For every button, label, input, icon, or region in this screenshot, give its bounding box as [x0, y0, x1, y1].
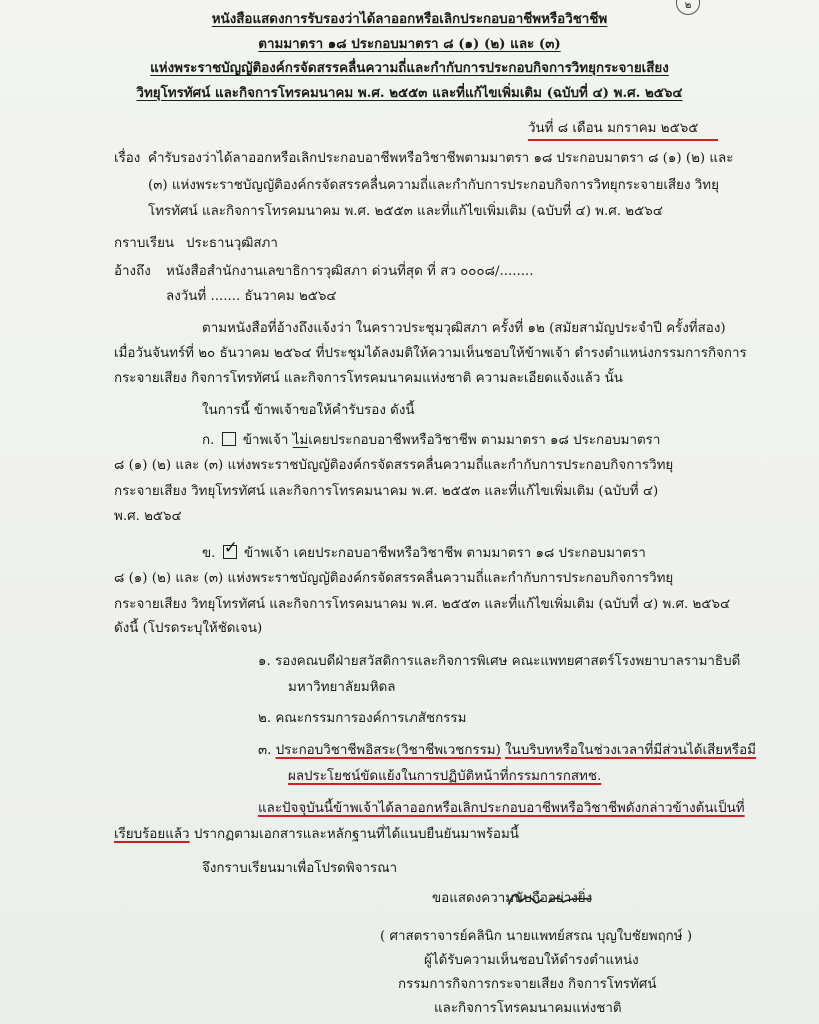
item-3-highlight-1: ประกอบวิชาชีพอิสระ(วิชาชีพเวชกรรม): [275, 743, 501, 758]
option-b-marker: ข.: [202, 546, 216, 561]
subject-label: เรื่อง: [114, 151, 141, 166]
signer-name: ( ศาสตราจารย์คลินิก นายแพทย์สรณ บุญใบชัยพฤกษ์ ): [380, 929, 693, 944]
handwritten-signature: [505, 886, 595, 912]
signer-role-2: กรรมการกิจการกระจายเสียง กิจการโทรทัศน์: [398, 977, 657, 992]
item-3-number: ๓.: [258, 743, 272, 758]
body-line-1: ตามหนังสือที่อ้างถึงแจ้งว่า ในคราวประชุมวุฒิสภา ครั้งที่ ๑๒ (สมัยสามัญประจำปี ครั้งที่สอง): [202, 321, 726, 336]
to-label: กราบเรียน: [114, 236, 175, 251]
option-a-pre: ข้าพเจ้า: [242, 433, 289, 448]
reference-line-1: หนังสือสำนักงานเลขาธิการวุฒิสภา ด่วนที่สุด ที่ สว ๐๐๐๘/........: [166, 264, 534, 279]
closing-highlight-1: และปัจจุบันนี้ข้าพเจ้าได้ลาออกหรือเลิกประกอบอาชีพหรือวิชาชีพดังกล่าวข้างต้นเป็นที่: [258, 801, 745, 816]
closing-line-2-rest: ปรากฏตามเอกสารและหลักฐานที่ได้แนบยืนยันมาพร้อมนี้: [193, 827, 519, 842]
subject-line-2: (๓) แห่งพระราชบัญญัติองค์กรจัดสรรคลื่นความถี่และกำกับการประกอบกิจการวิทยุกระจายเสียง วิทยุ: [148, 178, 719, 193]
option-b-line-4: ดังนี้ (โปรดระบุให้ชัดเจน): [114, 621, 263, 636]
closing-request: จึงกราบเรียนมาเพื่อโปรดพิจารณา: [202, 861, 398, 876]
option-b-line-3: กระจายเสียง วิทยุโทรทัศน์ และกิจการโทรคมนาคม พ.ศ. ๒๕๕๓ และที่แก้ไขเพิ่มเติม (ฉบับที่ ๔) พ.ศ. ๒๕๖๔: [114, 597, 731, 612]
signer-role-1: ผู้ได้รับความเห็นชอบให้ดำรงตำแหน่ง: [424, 953, 639, 968]
date-line: วันที่ ๘ เดือน มกราคม ๒๕๖๕: [528, 121, 699, 136]
page-number: ๒: [676, 0, 700, 15]
option-b-line-2: ๘ (๑) (๒) และ (๓) แห่งพระราชบัญญัติองค์กรจัดสรรคลื่นความถี่และกำกับการประกอบกิจการวิทยุ: [114, 571, 674, 586]
regards-line: ขอแสดงความนับถืออย่างยิ่ง: [432, 891, 593, 906]
reference-line-2: ลงวันที่ ....... ธันวาคม ๒๕๖๔: [166, 289, 337, 304]
option-a-marker: ก.: [202, 433, 215, 448]
reference-label: อ้างถึง: [114, 264, 151, 279]
subject-line-3: โทรทัศน์ และกิจการโทรคมนาคม พ.ศ. ๒๕๕๓ และที่แก้ไขเพิ่มเติม (ฉบับที่ ๔) พ.ศ. ๒๕๖๔: [148, 204, 663, 219]
body-line-4: ในการนี้ ข้าพเจ้าขอให้คำรับรอง ดังนี้: [202, 403, 415, 418]
option-b-checkbox[interactable]: [223, 538, 238, 559]
option-a-line-4: พ.ศ. ๒๕๖๔: [114, 509, 182, 524]
option-a-line-1: [202, 432, 660, 450]
subject-line-1: คำรับรองว่าได้ลาออกหรือเลิกประกอบอาชีพหรือวิชาชีพตามมาตรา ๑๘ ประกอบมาตรา ๘ (๑) (๒) และ: [148, 151, 734, 166]
date-highlight: [528, 139, 718, 141]
option-a-line-2: ๘ (๑) (๒) และ (๓) แห่งพระราชบัญญัติองค์กรจัดสรรคลื่นความถี่และกำกับการประกอบกิจการวิทยุ: [114, 458, 674, 473]
item-1-line-1: ๑. รองคณบดีฝ่ายสวัสดิการและกิจการพิเศษ คณะแพทยศาสตร์โรงพยาบาลรามาธิบดี: [258, 654, 741, 669]
item-3-highlight-3: ผลประโยชน์ขัดแย้งในการปฏิบัติหน้าที่กรรมการกสทช.: [288, 769, 602, 784]
title-line-4: วิทยุโทรทัศน์ และกิจการโทรคมนาคม พ.ศ. ๒๕๕๓ และที่แก้ไขเพิ่มเติม (ฉบับที่ ๔) พ.ศ. ๒๕๖๔: [136, 85, 683, 101]
option-a-not-word: ไม่: [292, 433, 309, 448]
closing-line-2: [114, 826, 519, 844]
item-3-highlight-2: ในบริบทหรือในช่วงเวลาที่มีส่วนได้เสียหรือมี: [505, 743, 756, 758]
item-3-line-2: [288, 768, 601, 786]
body-line-2: เมื่อวันจันทร์ที่ ๒๐ ธันวาคม ๒๕๖๔ ที่ประชุมได้ลงมติให้ความเห็นชอบให้ข้าพเจ้า ดำรงตำแหน่งกรรมการกิจการ: [114, 346, 747, 361]
option-b-line-1: [202, 538, 646, 563]
title-line-3: แห่งพระราชบัญญัติองค์กรจัดสรรคลื่นความถี่และกำกับการประกอบกิจการวิทยุกระจายเสียง: [150, 60, 669, 76]
option-a-line-1-rest: เคยประกอบอาชีพหรือวิชาชีพ ตามมาตรา ๑๘ ประกอบมาตรา: [308, 433, 661, 448]
option-a-checkbox[interactable]: [222, 432, 236, 446]
closing-highlight-2: เรียบร้อยแล้ว: [114, 827, 190, 842]
item-1-line-2: มหาวิทยาลัยมหิดล: [288, 680, 396, 695]
title-line-2: ตามมาตรา ๑๘ ประกอบมาตรา ๘ (๑) (๒) และ (๓): [258, 36, 561, 52]
option-b-line-1-rest: ข้าพเจ้า เคยประกอบอาชีพหรือวิชาชีพ ตามมาตรา ๑๘ ประกอบมาตรา: [243, 546, 646, 561]
title-line-1: หนังสือแสดงการรับรองว่าได้ลาออกหรือเลิกประกอบอาชีพหรือวิชาชีพ: [211, 11, 608, 27]
check-mark-icon: ✓: [223, 538, 238, 558]
to-value: ประธานวุฒิสภา: [186, 236, 278, 251]
item-3-line-1: [258, 742, 756, 760]
closing-line-1: [258, 800, 745, 818]
body-line-3: กระจายเสียง กิจการโทรทัศน์ และกิจการโทรคมนาคมแห่งชาติ ความละเอียดแจ้งแล้ว นั้น: [114, 371, 623, 386]
option-a-line-3: กระจายเสียง วิทยุโทรทัศน์ และกิจการโทรคมนาคม พ.ศ. ๒๕๕๓ และที่แก้ไขเพิ่มเติม (ฉบับที่ ๔): [114, 484, 659, 499]
signer-role-3: และกิจการโทรคมนาคมแห่งชาติ: [434, 1001, 622, 1016]
item-2: ๒. คณะกรรมการองค์การเภสัชกรรม: [258, 711, 467, 726]
